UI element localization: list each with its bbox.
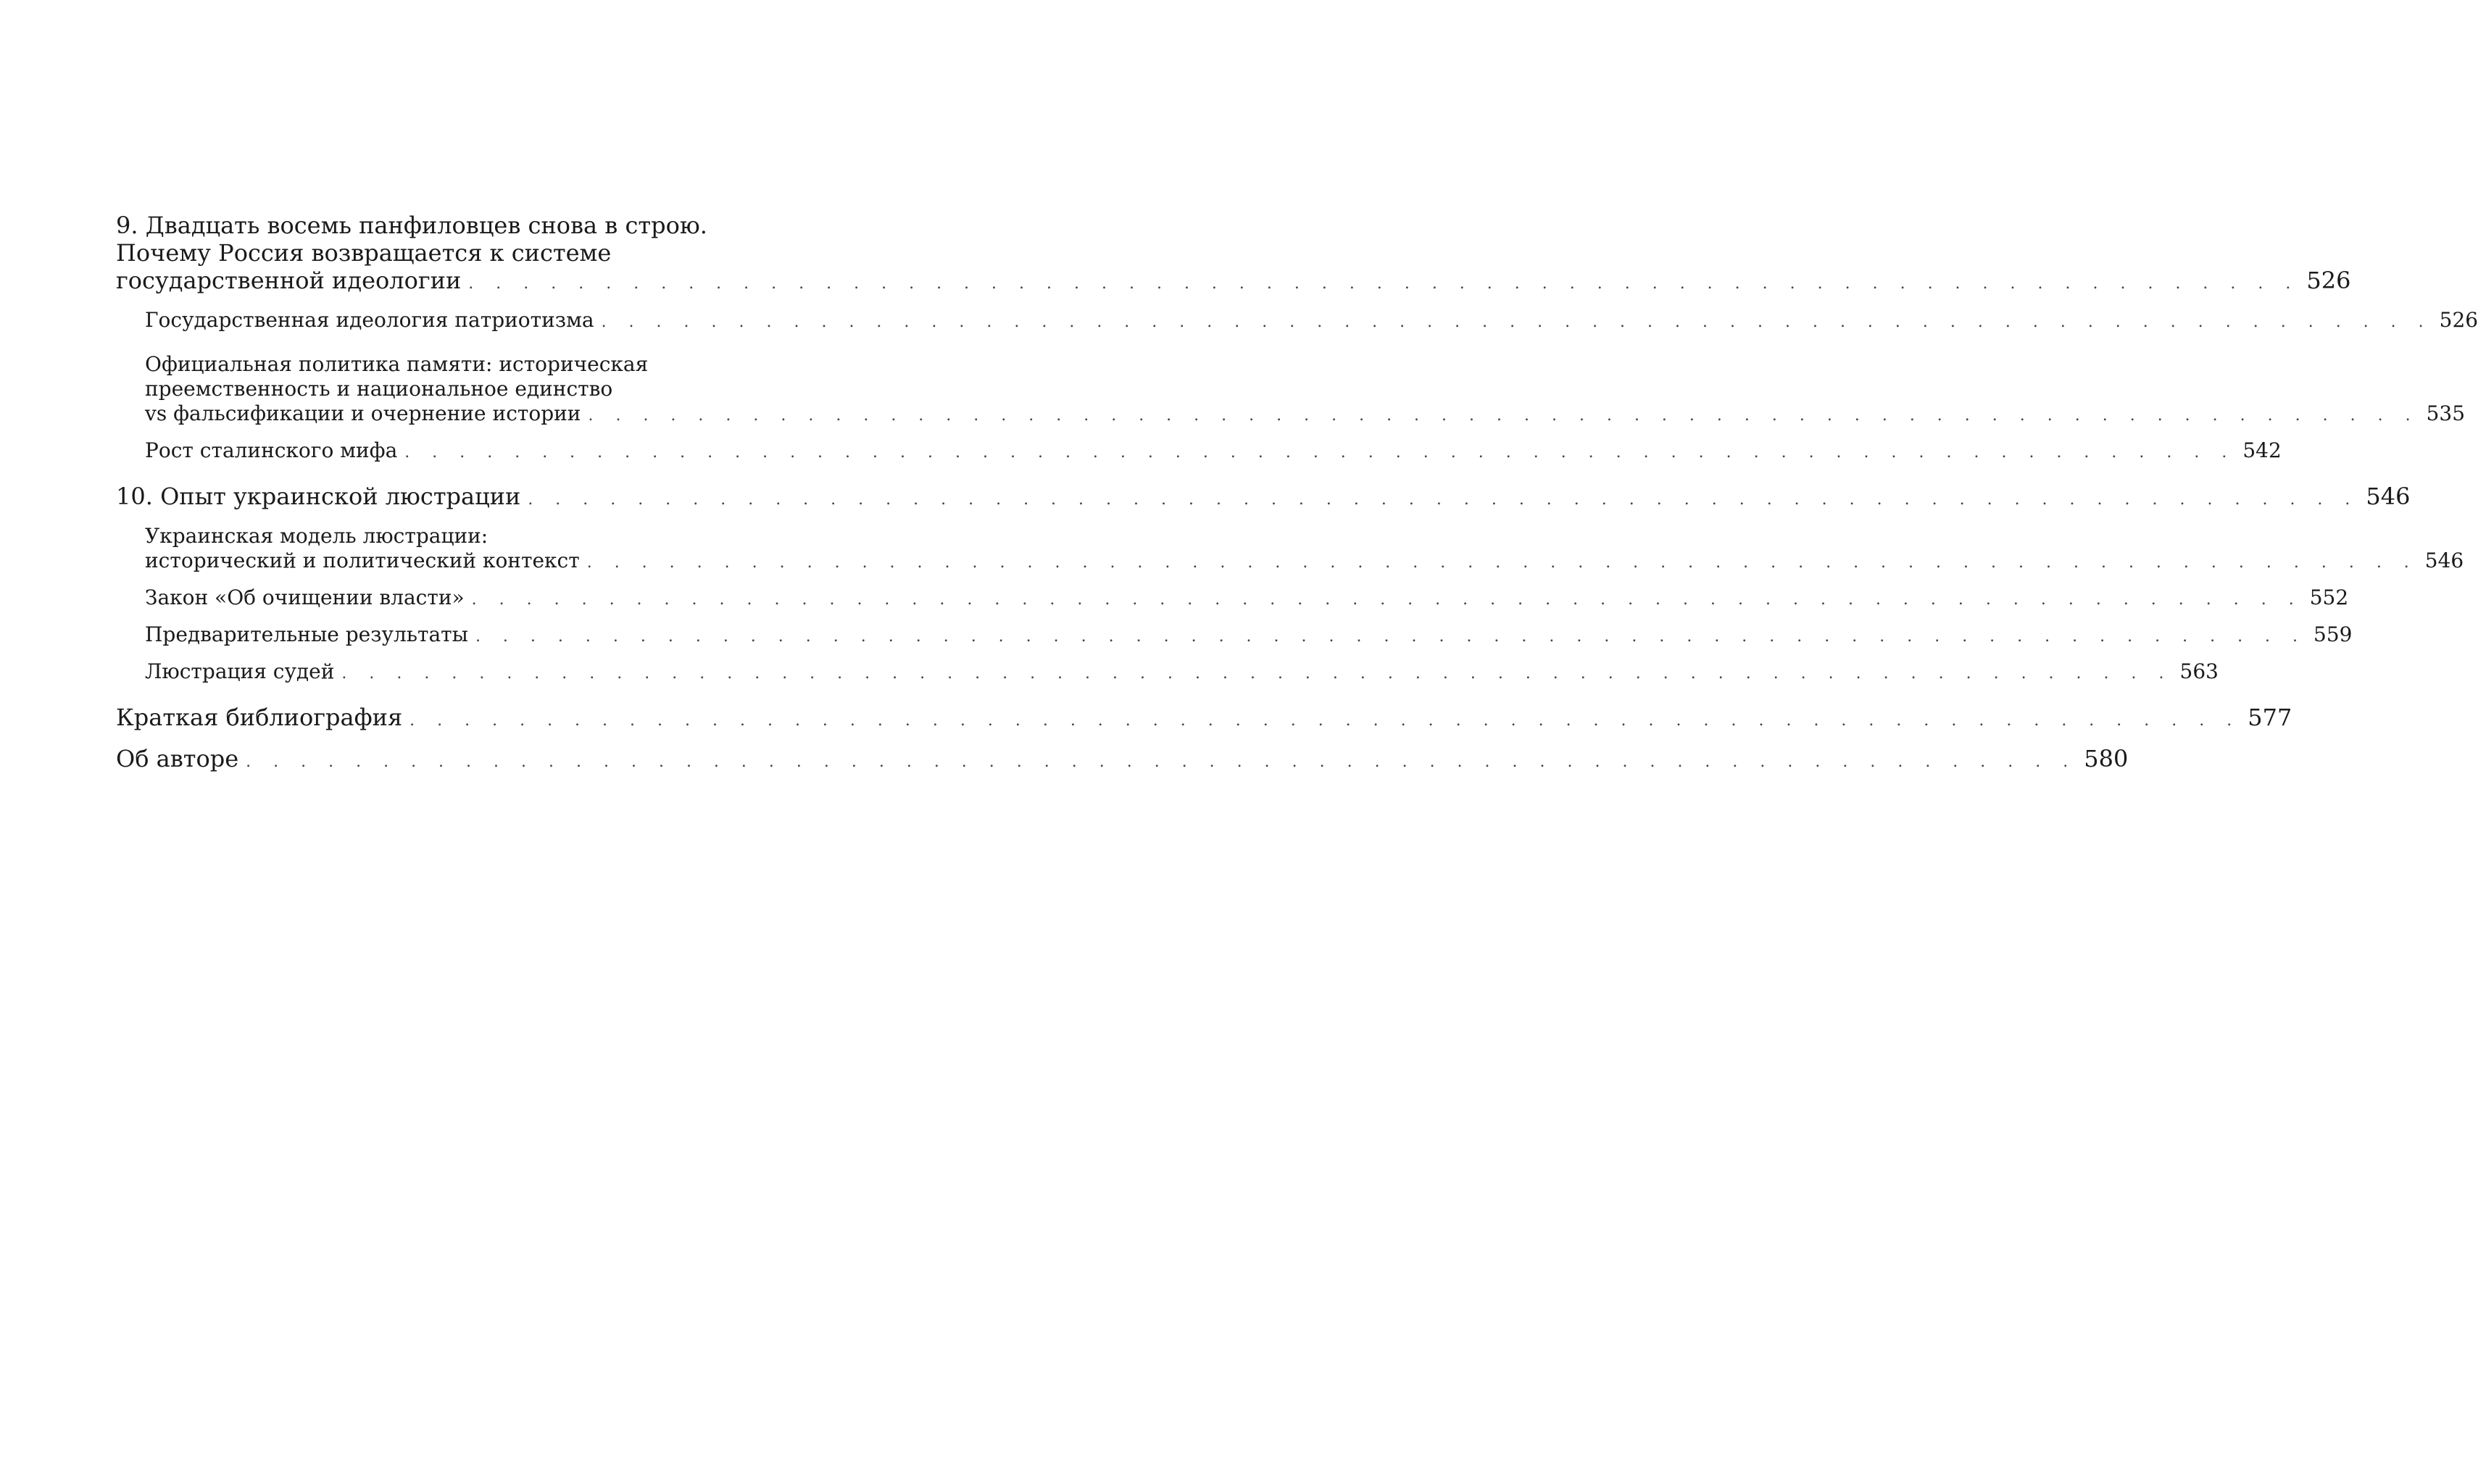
toc-entry-title: Закон «Об очищении власти» xyxy=(145,585,465,609)
toc-entry-title: Об авторе xyxy=(116,745,239,772)
toc-entry-line: 9. Двадцать восемь панфиловцев снова в строю. xyxy=(116,212,707,239)
dot-leader: . . . . . . . . . . . . . . . . . . . . . . . . . . . . . . . . . . . . . . . . . . . . . . . . . . . . . . . . . . . . . . . . . . . xyxy=(341,664,2173,683)
toc-entry-title: Люстрация судей xyxy=(145,659,335,683)
toc-entry-title: vs фальсификации и очернение истории xyxy=(145,401,581,425)
toc-entry-section[interactable] xyxy=(116,585,2349,612)
toc-entry-title: государственной идеологии xyxy=(116,267,462,294)
table-of-contents xyxy=(116,212,2478,776)
toc-entry-title: Предварительные результаты xyxy=(145,622,468,646)
toc-entry-chapter-10[interactable] xyxy=(116,483,2411,514)
toc-entry-line: Украинская модель люстрации: xyxy=(145,524,488,548)
toc-entry-title: Краткая библиография xyxy=(116,704,403,731)
dot-leader: . . . . . . . . . . . . . . . . . . . . . . . . . . . . . . . . . . . . . . . . . . . . . . . . . . . . . . . . . . . . . . . . . . . xyxy=(601,313,2432,331)
dot-leader: . . . . . . . . . . . . . . . . . . . . . . . . . . . . . . . . . . . . . . . . . . . . . . . . . . . . . . . . . . . . . . . . . . . xyxy=(404,443,2236,462)
page-number: 563 xyxy=(2179,659,2219,683)
page-number: 559 xyxy=(2313,622,2353,646)
dot-leader: . . . . . . . . . . . . . . . . . . . . . . . . . . . . . . . . . . . . . . . . . . . . . . . . . . . . . . . . . . . . . . . . . . . xyxy=(475,628,2307,646)
dot-leader: . . . . . . . . . . . . . . . . . . . . . . . . . . . . . . . . . . . . . . . . . . . . . . . . . . . . . . . . . . . . . . . . . . . xyxy=(246,753,2077,771)
page-number: 535 xyxy=(2426,401,2466,425)
toc-entry-section[interactable] xyxy=(116,352,2466,428)
dot-leader: . . . . . . . . . . . . . . . . . . . . . . . . . . . . . . . . . . . . . . . . . . . . . . . . . . . . . . . . . . . . . . . . . . . xyxy=(588,407,2419,425)
toc-entry-bibliography[interactable] xyxy=(116,704,2292,735)
toc-entry-chapter-9[interactable] xyxy=(116,212,2351,298)
toc-entry-section[interactable] xyxy=(116,308,2478,335)
page-number: 526 xyxy=(2439,308,2478,332)
toc-entry-line: преемственность и национальное единство xyxy=(145,377,613,401)
page-number: 580 xyxy=(2084,745,2129,772)
page-number: 546 xyxy=(2424,549,2464,572)
toc-entry-section[interactable] xyxy=(116,524,2464,575)
page-number: 552 xyxy=(2309,585,2349,609)
toc-entry-title: Государственная идеология патриотизма xyxy=(145,308,594,332)
toc-entry-title: 10. Опыт украинской люстрации xyxy=(116,483,521,510)
toc-entry-line: Почему Россия возвращается к системе xyxy=(116,239,612,267)
toc-entry-line: Официальная политика памяти: историческая xyxy=(145,352,649,376)
page-number: 546 xyxy=(2366,483,2411,510)
toc-entry-section[interactable] xyxy=(116,659,2219,686)
toc-entry-about-author[interactable] xyxy=(116,745,2129,776)
page-number: 577 xyxy=(2248,704,2292,731)
toc-entry-section[interactable] xyxy=(116,438,2282,465)
page-number: 542 xyxy=(2242,438,2282,462)
dot-leader: . . . . . . . . . . . . . . . . . . . . . . . . . . . . . . . . . . . . . . . . . . . . . . . . . . . . . . . . . . . . . . . . . . . xyxy=(409,712,2241,730)
dot-leader: . . . . . . . . . . . . . . . . . . . . . . . . . . . . . . . . . . . . . . . . . . . . . . . . . . . . . . . . . . . . . . . . . . . xyxy=(471,591,2303,609)
page-number: 526 xyxy=(2306,267,2351,294)
dot-leader: . . . . . . . . . . . . . . . . . . . . . . . . . . . . . . . . . . . . . . . . . . . . . . . . . . . . . . . . . . . . . . . . . . . xyxy=(586,554,2418,572)
toc-entry-title: Рост сталинского мифа xyxy=(145,438,398,462)
dot-leader: . . . . . . . . . . . . . . . . . . . . . . . . . . . . . . . . . . . . . . . . . . . . . . . . . . . . . . . . . . . . . . . . . . . xyxy=(528,491,2359,509)
dot-leader: . . . . . . . . . . . . . . . . . . . . . . . . . . . . . . . . . . . . . . . . . . . . . . . . . . . . . . . . . . . . . . . . . . . xyxy=(468,275,2300,293)
toc-entry-title: исторический и политический контекст xyxy=(145,549,580,572)
toc-entry-section[interactable] xyxy=(116,622,2353,649)
